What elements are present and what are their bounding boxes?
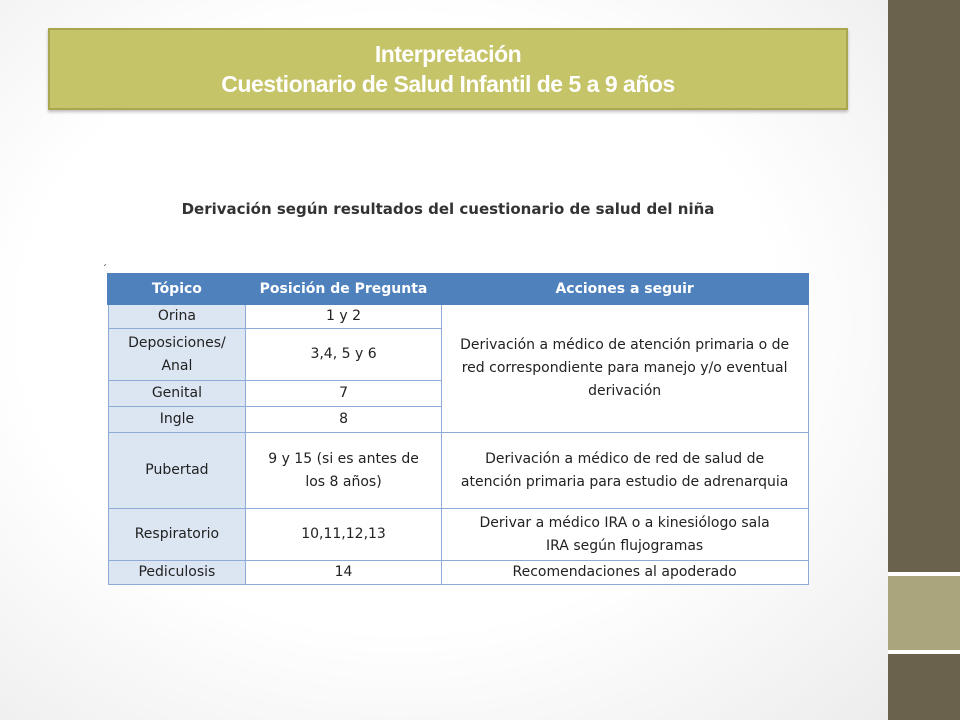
action-cell: Derivación a médico de red de salud de atención primaria para estudio de adrenarquia: [441, 433, 808, 509]
table-row: [108, 509, 808, 561]
topic-cell: Genital: [108, 381, 246, 407]
table-header-row: [108, 274, 808, 304]
action-cell: Derivación a médico de atención primaria o de red correspondiente para manejo y/o eventual derivación: [441, 304, 808, 433]
topic-cell: Pediculosis: [108, 561, 246, 585]
topic-cell: Deposiciones/ Anal: [108, 329, 246, 381]
table-row: [108, 433, 808, 509]
position-cell: 10,11,12,13: [246, 509, 441, 561]
title-line-2: Cuestionario de Salud Infantil de 5 a 9 años: [221, 71, 675, 97]
side-divider-bottom: [888, 650, 960, 654]
position-cell: 1 y 2: [246, 304, 441, 329]
position-cell: 7: [246, 381, 441, 407]
tick-mark: ´: [102, 264, 107, 275]
side-band-decoration: [888, 576, 960, 650]
action-cell: Derivar a médico IRA o a kinesiólogo sala IRA según flujogramas: [441, 509, 808, 561]
topic-cell: Pubertad: [108, 433, 246, 509]
topic-cell: Respiratorio: [108, 509, 246, 561]
table-row: [108, 304, 808, 329]
topic-cell: Orina: [108, 304, 246, 329]
table-row: [108, 561, 808, 585]
derivation-table-container: [107, 273, 809, 585]
title-box: [48, 28, 848, 110]
derivation-table: [107, 273, 809, 585]
position-cell: 14: [246, 561, 441, 585]
subtitle: Derivación según resultados del cuestionario de salud del niña: [181, 200, 715, 218]
header-position: Posición de Pregunta: [246, 274, 441, 304]
header-topic: Tópico: [108, 274, 246, 304]
header-actions: Acciones a seguir: [441, 274, 808, 304]
position-cell: 8: [246, 407, 441, 433]
position-cell: 9 y 15 (si es antes de los 8 años): [246, 433, 441, 509]
title-line-1: Interpretación: [374, 41, 522, 67]
position-cell: 3,4, 5 y 6: [246, 329, 441, 381]
action-cell: Recomendaciones al apoderado: [441, 561, 808, 585]
topic-cell: Ingle: [108, 407, 246, 433]
